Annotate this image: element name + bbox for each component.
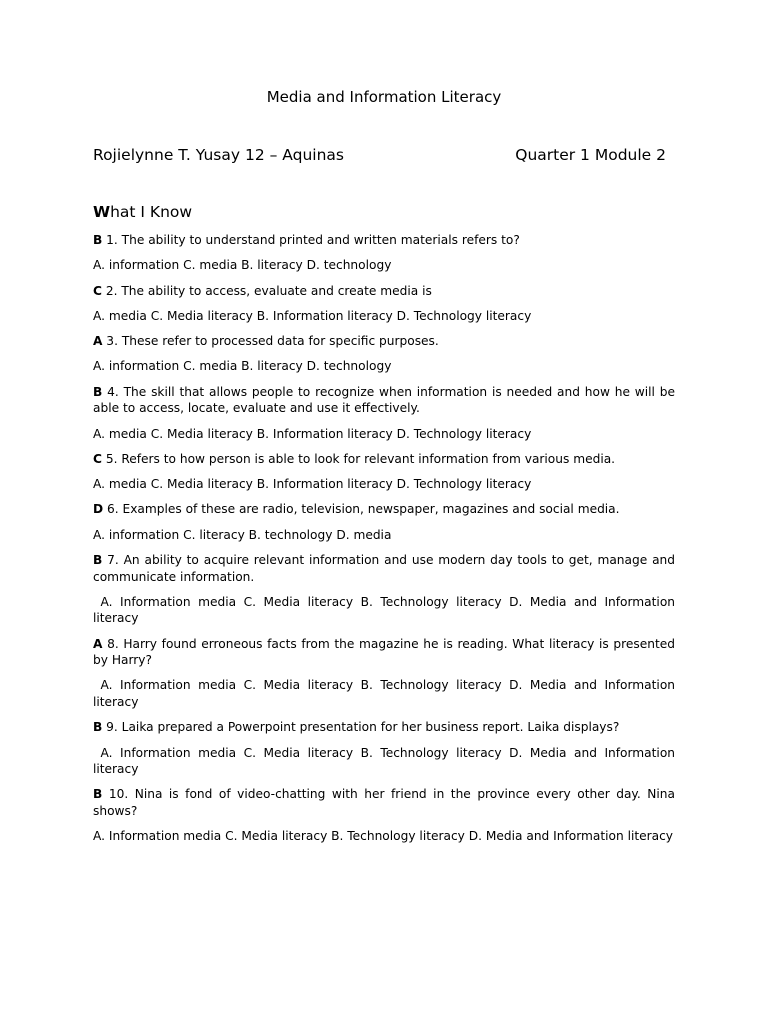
- answer-letter: B: [93, 384, 103, 399]
- question-list: [93, 232, 679, 853]
- answer-letter: C: [93, 283, 102, 298]
- question-text: 5. Refers to how person is able to look for relevant information from various media.: [101, 451, 616, 466]
- choices-line: A. media C. Media literacy B. Information literacy D. Technology literacy: [93, 477, 532, 492]
- student-name: Rojielynne T. Yusay 12 – Aquinas: [93, 146, 344, 164]
- section-heading-rest: hat I Know: [110, 203, 193, 221]
- choices-line: A. Information media C. Media literacy B. Technology literacy D. Media and Information literacy: [93, 745, 679, 777]
- choices-line: A. information C. literacy B. technology D. media: [93, 527, 392, 542]
- choices-line: A. media C. Media literacy B. Information literacy D. Technology literacy: [93, 426, 532, 441]
- choices-line: A. information C. media B. literacy D. technology: [93, 258, 392, 273]
- section-heading: [93, 202, 192, 222]
- document-page: [93, 0, 679, 1024]
- choices-line: A. information C. media B. literacy D. technology: [93, 359, 392, 374]
- answer-letter: A: [93, 636, 103, 651]
- question-text: 10. Nina is fond of video-chatting with her friend in the province every other day. Nina shows?: [93, 787, 675, 818]
- question-item: [93, 451, 675, 468]
- choices-line: A. Information media C. Media literacy B. Technology literacy D. Media and Information literacy: [93, 678, 679, 709]
- question-item: [93, 636, 675, 669]
- question-item: [93, 786, 675, 819]
- question-item: [93, 719, 675, 736]
- question-text: 4. The skill that allows people to recognize when information is needed and how he will be able to access, locate, evaluate and use it effectively.: [93, 384, 675, 416]
- answer-letter: B: [93, 553, 103, 568]
- choices-line: A. Information media C. Media literacy B. Technology literacy D. Media and Information literacy: [93, 829, 674, 844]
- answer-letter: D: [93, 502, 104, 517]
- answer-letter: C: [93, 451, 102, 466]
- question-item: [93, 501, 675, 518]
- question-text: 1. The ability to understand printed and written materials refers to?: [102, 233, 520, 247]
- question-text: 6. Examples of these are radio, television, newspaper, magazines and social media.: [103, 502, 620, 517]
- quarter-module: Quarter 1 Module 2: [515, 146, 666, 164]
- question-item: [93, 333, 675, 350]
- question-text: 8. Harry found erroneous facts from the magazine he is reading. What literacy is presented by Harry?: [93, 636, 675, 668]
- choices-line: A. media C. Media literacy B. Information literacy D. Technology literacy: [93, 308, 532, 323]
- question-item: [93, 552, 675, 585]
- answer-letter: B: [93, 233, 103, 247]
- question-item: [93, 283, 675, 300]
- question-text: 9. Laika prepared a Powerpoint presentation for her business report. Laika displays?: [102, 720, 620, 735]
- answer-letter: B: [93, 787, 103, 802]
- question-item: [93, 232, 675, 249]
- answer-letter: A: [93, 334, 103, 349]
- answer-letter: B: [93, 720, 103, 735]
- choices-line: A. Information media C. Media literacy B. Technology literacy D. Media and Information literacy: [93, 594, 679, 626]
- question-item: [93, 384, 675, 417]
- page-title: Media and Information Literacy: [266, 88, 502, 106]
- question-text: 2. The ability to access, evaluate and create media is: [101, 283, 432, 298]
- question-text: 3. These refer to processed data for specific purposes.: [102, 334, 439, 349]
- section-heading-initial: W: [93, 203, 111, 221]
- question-text: 7. An ability to acquire relevant information and use modern day tools to get, manage and communicate information.: [93, 553, 675, 584]
